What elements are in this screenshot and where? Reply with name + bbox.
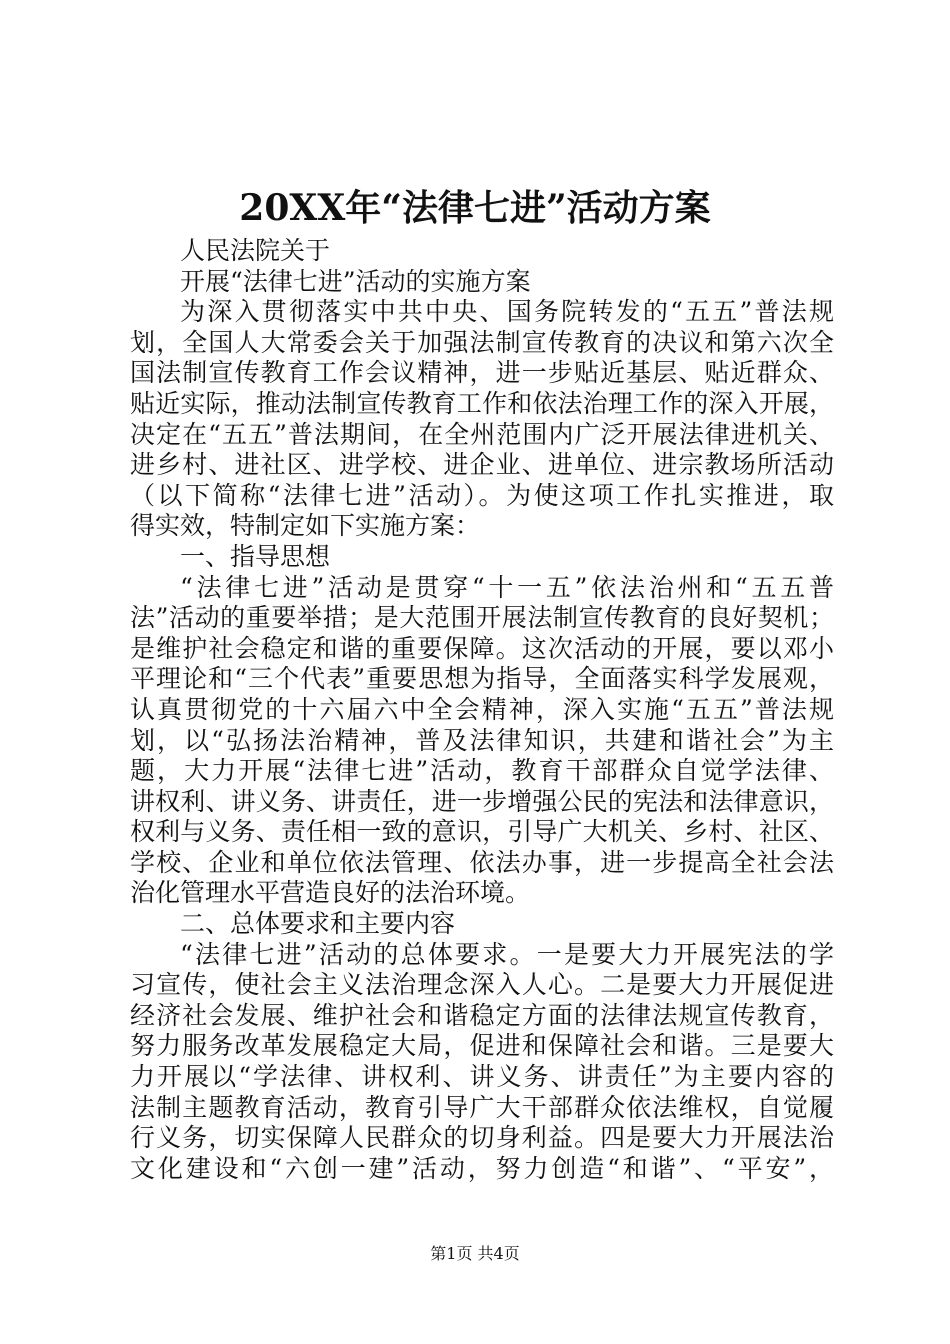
body-line: 二、总体要求和主要内容 bbox=[180, 909, 456, 939]
body-line: 决定在“五五”普法期间，在全州范围内广泛开展法律进机关、 bbox=[130, 419, 834, 449]
body-line: “法律七进”活动是贯穿“十一五”依法治州和“五五普 bbox=[180, 572, 834, 602]
body-line: 划，以“弘扬法治精神，普及法律知识，共建和谐社会”为主 bbox=[130, 725, 834, 755]
body-line: 治化管理水平营造良好的法治环境。 bbox=[130, 878, 531, 908]
body-line: 一、指导思想 bbox=[180, 541, 331, 571]
body-line: 努力服务改革发展稳定大局，促进和保障社会和谐。三是要大 bbox=[130, 1031, 834, 1061]
body-line: 行义务，切实保障人民群众的切身利益。四是要大力开展法治 bbox=[130, 1123, 834, 1153]
body-line: 得实效，特制定如下实施方案： bbox=[130, 511, 481, 541]
body-line: 为深入贯彻落实中共中央、国务院转发的“五五”普法规 bbox=[180, 297, 834, 327]
body-line: 认真贯彻党的十六届六中全会精神，深入实施“五五”普法规 bbox=[130, 694, 834, 724]
body-line: 开展“法律七进”活动的实施方案 bbox=[180, 266, 531, 296]
document-body bbox=[130, 236, 834, 1184]
body-line: （以下简称“法律七进”活动）。为使这项工作扎实推进，取 bbox=[130, 480, 834, 510]
body-line: 法”活动的重要举措；是大范围开展法制宣传教育的良好契机； bbox=[130, 603, 834, 633]
body-line: 划，全国人大常委会关于加强法制宣传教育的决议和第六次全 bbox=[130, 327, 834, 357]
body-line: 文化建设和“六创一建”活动，努力创造“和谐”、“平安”， bbox=[130, 1153, 834, 1183]
body-line: 经济社会发展、维护社会和谐稳定方面的法律法规宣传教育， bbox=[130, 1000, 834, 1030]
body-line: 讲权利、讲义务、讲责任，进一步增强公民的宪法和法律意识， bbox=[130, 786, 834, 816]
body-line: 国法制宣传教育工作会议精神，进一步贴近基层、贴近群众、 bbox=[130, 358, 834, 388]
page-footer: 第1页 共4页 bbox=[430, 1244, 520, 1263]
body-line: 贴近实际，推动法制宣传教育工作和依法治理工作的深入开展， bbox=[130, 388, 834, 418]
body-line: 法制主题教育活动，教育引导广大干部群众依法维权，自觉履 bbox=[130, 1092, 834, 1122]
body-line: 力开展以“学法律、讲权利、讲义务、讲责任”为主要内容的 bbox=[130, 1062, 834, 1092]
body-line: 进乡村、进社区、进学校、进企业、进单位、进宗教场所活动 bbox=[130, 450, 834, 480]
body-line: 权利与义务、责任相一致的意识，引导广大机关、乡村、社区、 bbox=[130, 817, 834, 847]
body-line: 是维护社会稳定和谐的重要保障。这次活动的开展，要以邓小 bbox=[130, 633, 834, 663]
body-line: 学校、企业和单位依法管理、依法办事，进一步提高全社会法 bbox=[130, 847, 834, 877]
body-line: 平理论和“三个代表”重要思想为指导，全面落实科学发展观， bbox=[130, 664, 834, 694]
document-title: 20XX年“法律七进”活动方案 bbox=[239, 187, 711, 229]
body-line: “法律七进”活动的总体要求。一是要大力开展宪法的学 bbox=[180, 939, 834, 969]
body-line: 人民法院关于 bbox=[180, 236, 331, 265]
body-line: 习宣传，使社会主义法治理念深入人心。二是要大力开展促进 bbox=[130, 970, 834, 1000]
body-line: 题，大力开展“法律七进”活动，教育干部群众自觉学法律、 bbox=[130, 756, 834, 786]
